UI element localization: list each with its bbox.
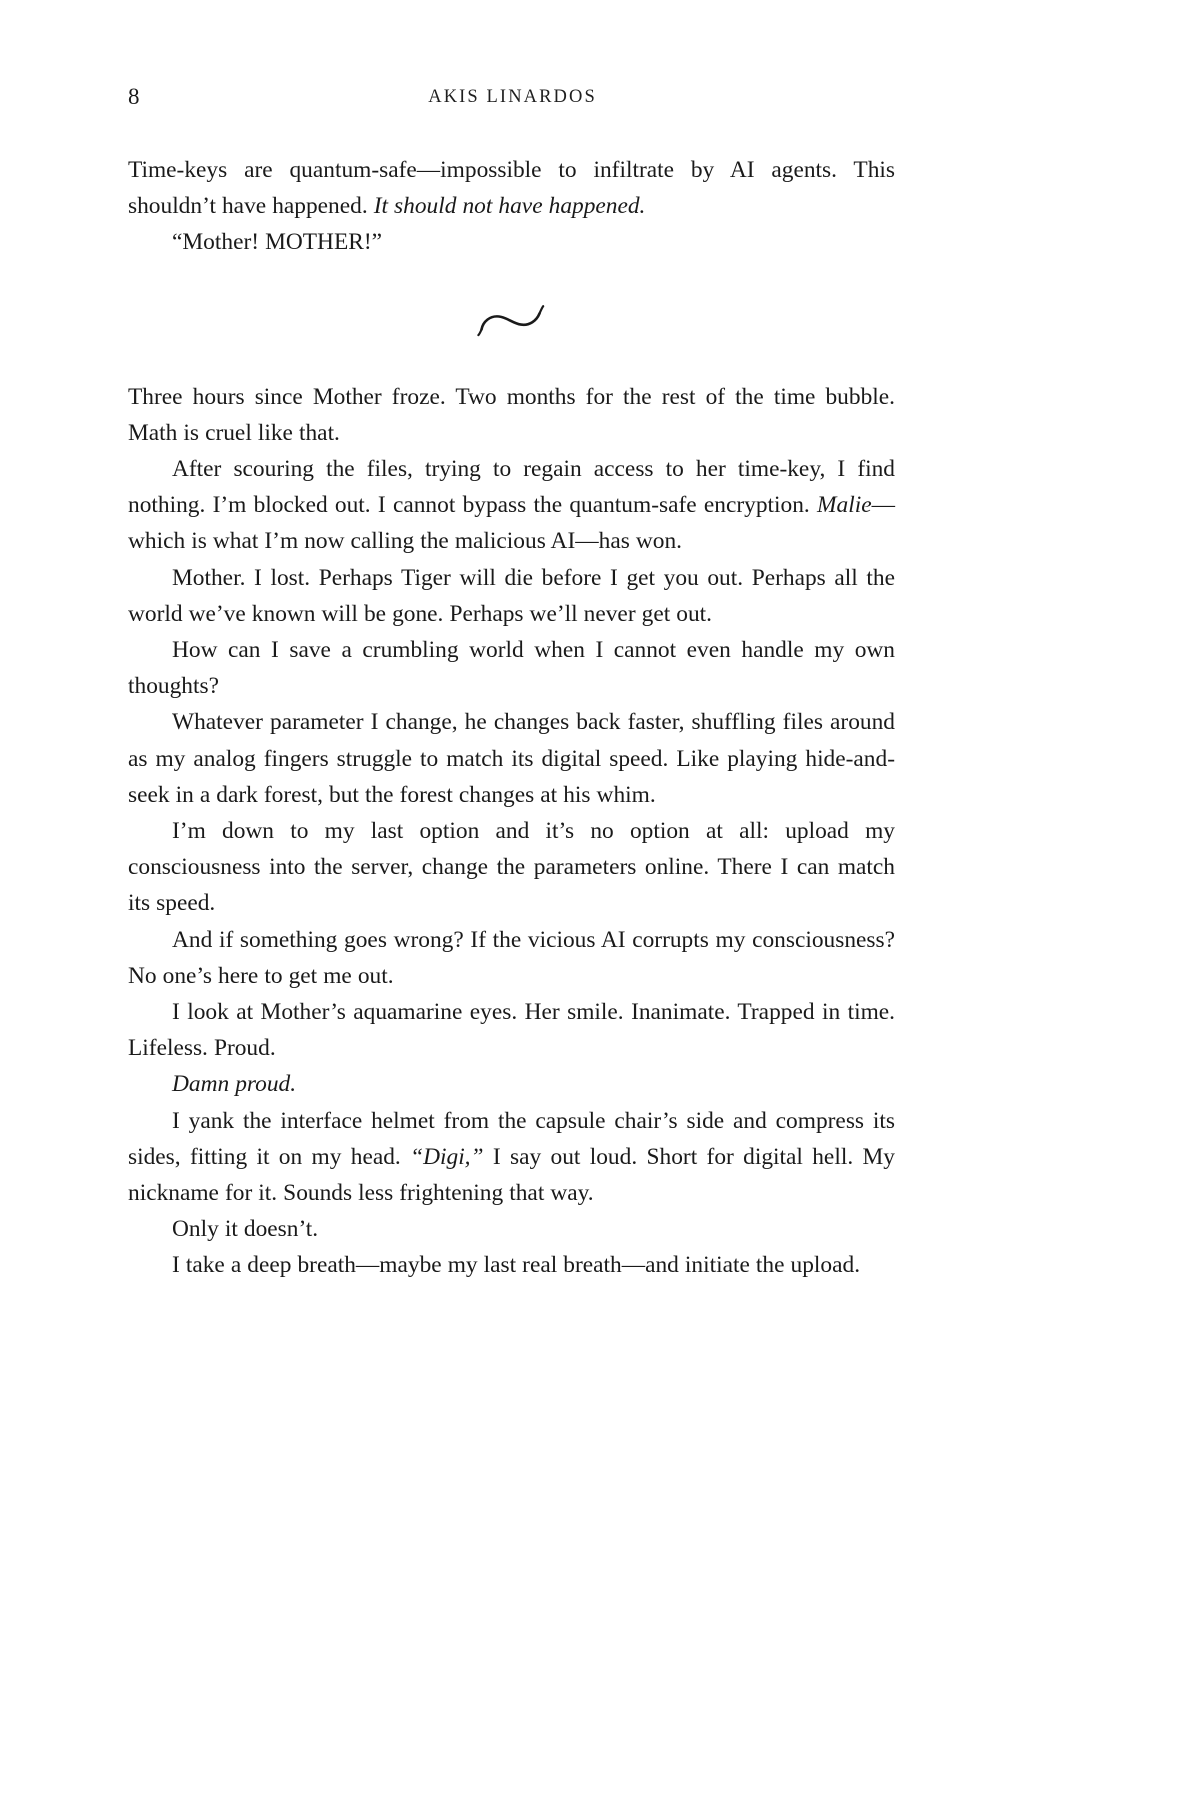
italic-run: “Digi,” xyxy=(410,1143,484,1170)
body-text-block xyxy=(128,152,895,1284)
scene-break-ornament xyxy=(128,261,895,379)
body-paragraph: How can I save a crumbling world when I cannot even handle my own thoughts? xyxy=(128,637,895,700)
italic-run: It should not have happened. xyxy=(373,193,646,220)
running-header xyxy=(128,80,895,114)
body-paragraph: And if something goes wrong? If the vicious AI corrupts my consciousness? No one’s here to get me out. xyxy=(128,926,895,989)
running-head-author: AKIS LINARDOS xyxy=(428,87,597,107)
body-paragraph: After scouring the files, trying to regain access to her time-key, I find nothing. I’m blocked out. I cannot bypass the quantum-safe encryption. Malie—which is what I’m now calling the malicious AI—has won. xyxy=(128,456,895,555)
body-paragraph: I take a deep breath—maybe my last real breath—and initiate the upload. xyxy=(172,1252,861,1279)
body-paragraph: I yank the interface helmet from the capsule chair’s side and compress its sides, fitting it on my head. “Digi,” I say out loud. Short for digital hell. My nickname for it. Sounds less frightening that way. xyxy=(128,1107,895,1207)
body-paragraph: Only it doesn’t. xyxy=(172,1216,319,1243)
italic-run: Damn proud. xyxy=(172,1071,297,1098)
body-paragraph: I look at Mother’s aquamarine eyes. Her smile. Inanimate. Trapped in time. Lifeless. Proud. xyxy=(128,999,895,1062)
body-paragraph: Time-keys are quantum-safe—impossible to infiltrate by AI agents. This shouldn’t have happened. It should not have happened. xyxy=(128,157,895,220)
body-paragraph xyxy=(128,1066,895,1102)
paragraph-flow xyxy=(128,152,895,1284)
italic-run: Malie xyxy=(817,492,872,519)
body-paragraph: Whatever parameter I change, he changes back faster, shuffling files around as my analog fingers struggle to match its digital speed. Like playing hide-and-seek in a dark forest, but the forest changes at his whim. xyxy=(128,709,895,808)
body-paragraph: Three hours since Mother froze. Two months for the rest of the time bubble. Math is cruel like that. xyxy=(128,383,895,446)
body-paragraph: I’m down to my last option and it’s no option at all: upload my consciousness into the server, change the parameters online. There I can match its speed. xyxy=(128,818,895,917)
body-paragraph: Mother. I lost. Perhaps Tiger will die before I get you out. Perhaps all the world we’ve known will be gone. Perhaps we’ll never get out. xyxy=(128,564,895,627)
body-paragraph: “Mother! MOTHER!” xyxy=(172,229,383,256)
page-number: 8 xyxy=(128,84,140,109)
